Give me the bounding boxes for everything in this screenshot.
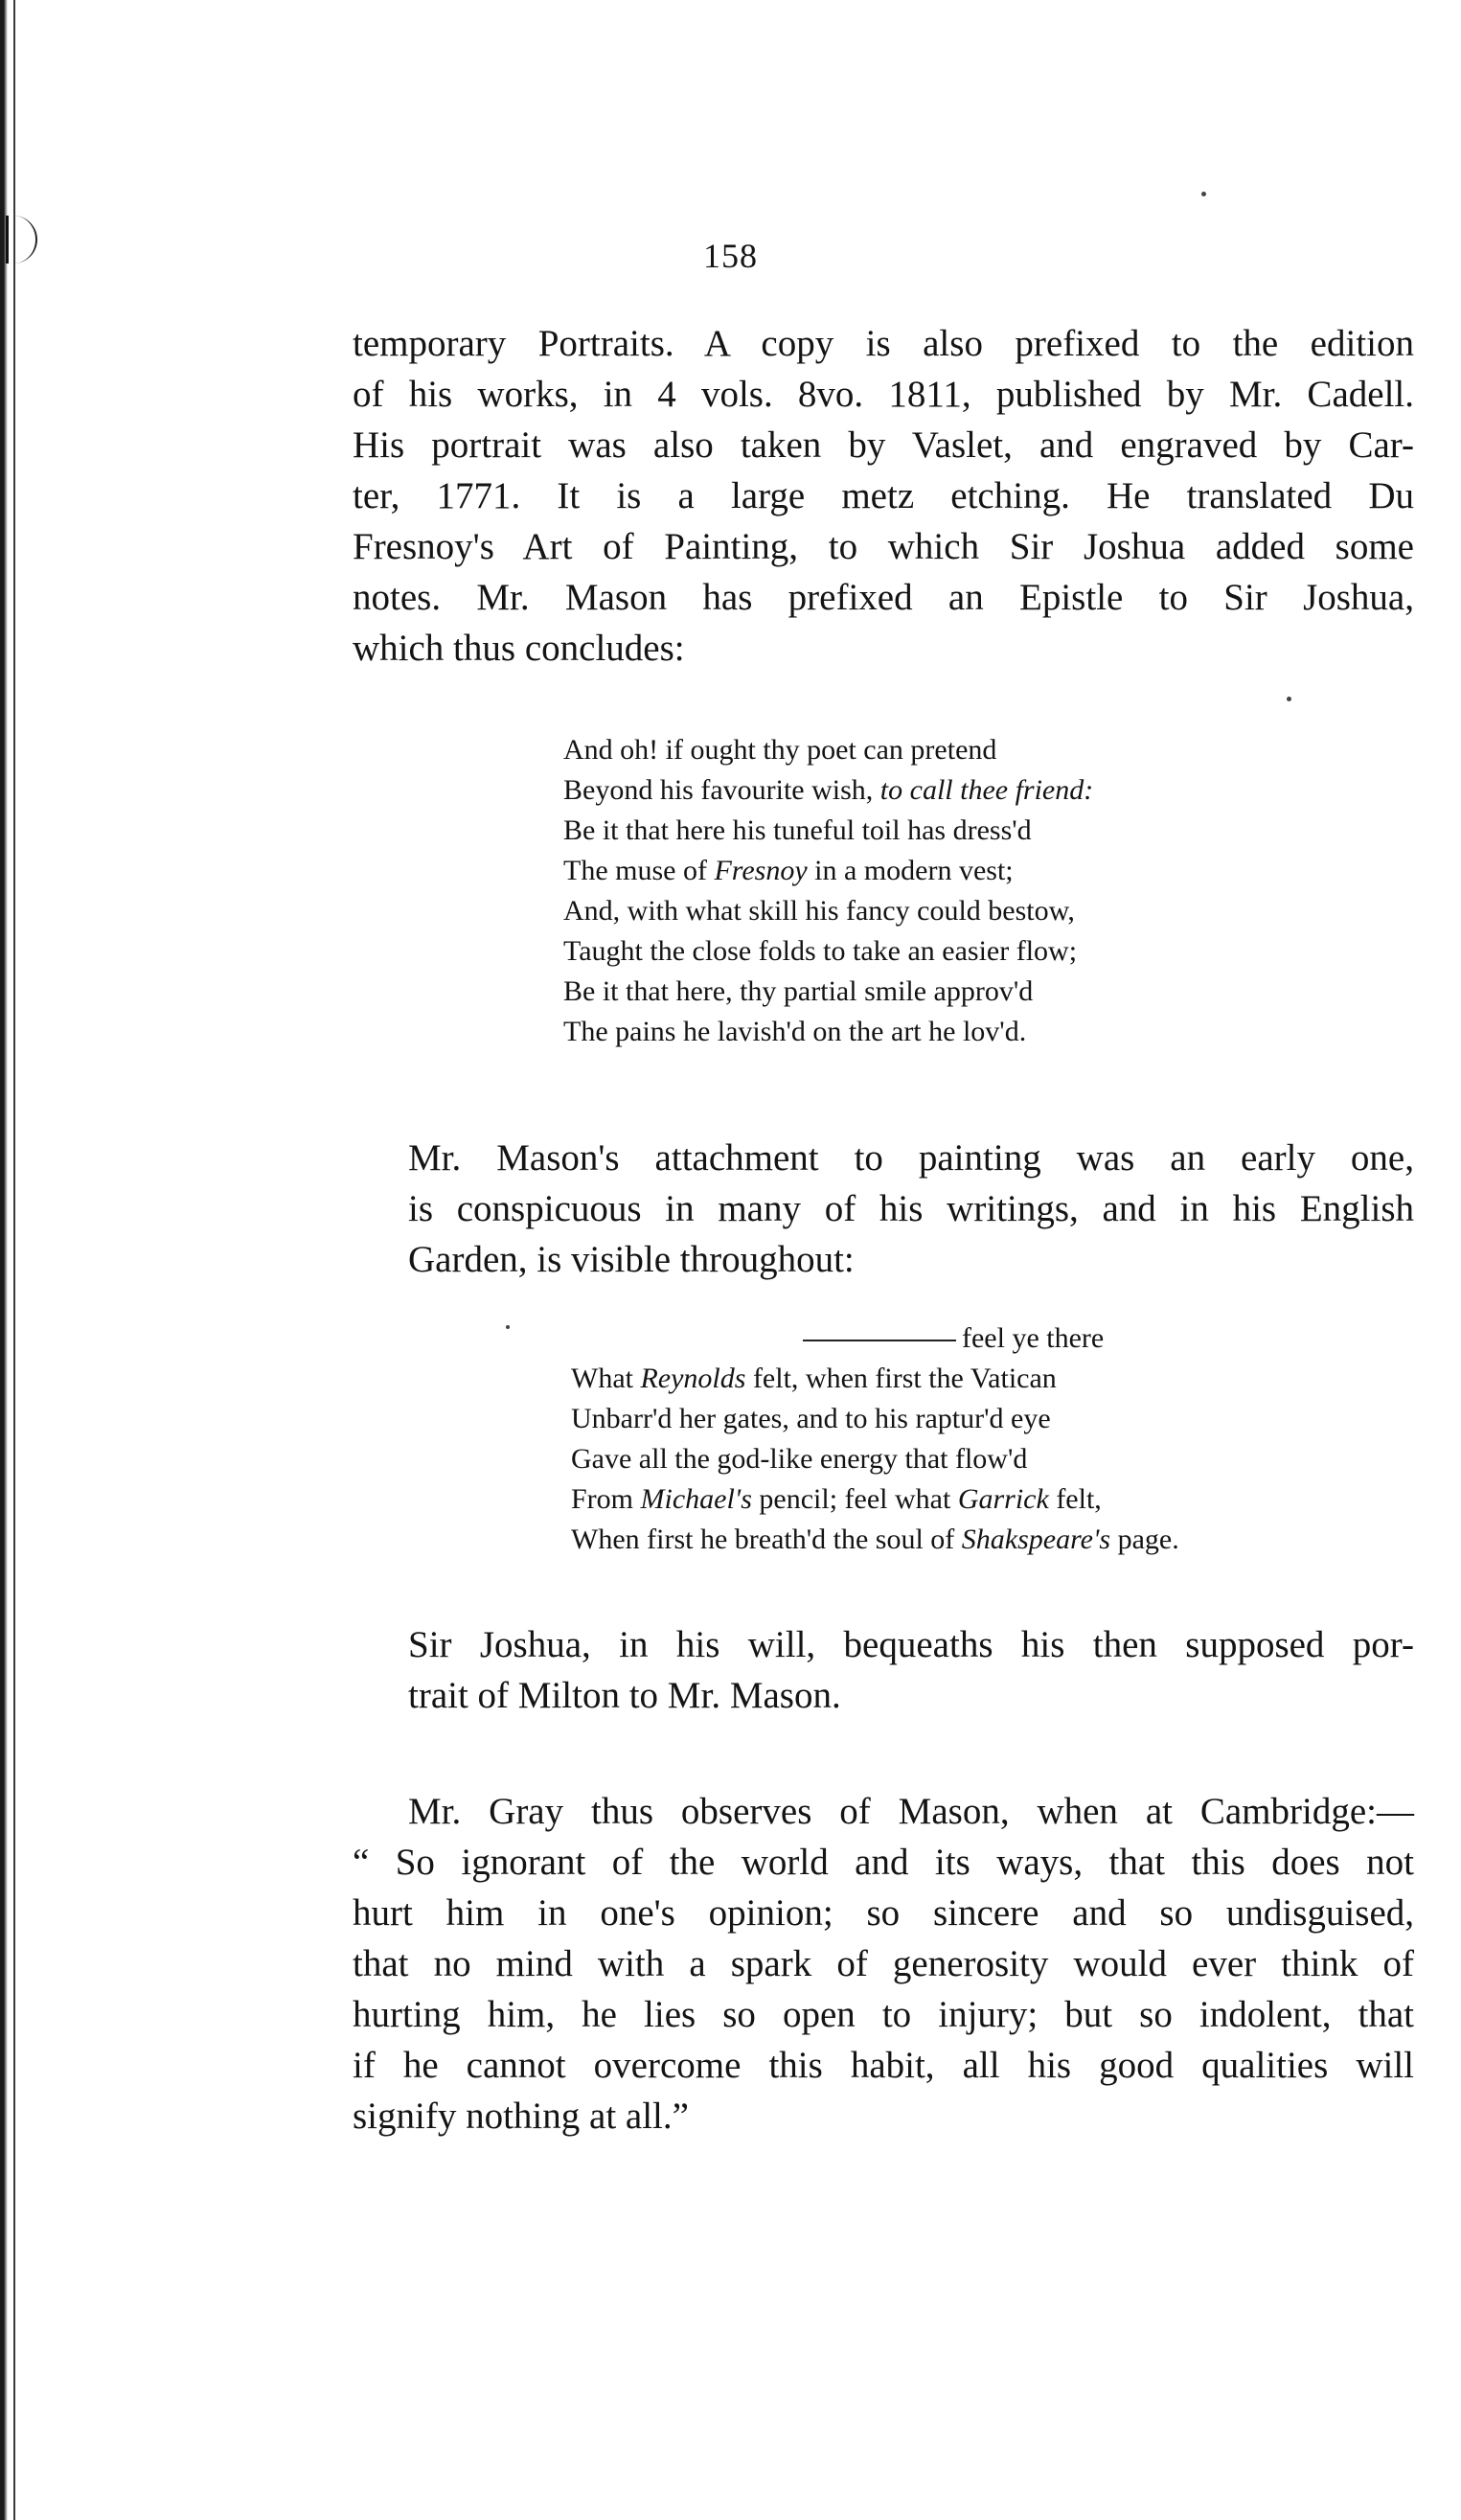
- ink-speck: [1287, 697, 1291, 701]
- paragraph-gray-quote: [353, 1786, 1414, 2142]
- verse-text: in a modern vest;: [807, 855, 1014, 886]
- text-line: temporary Portraits. A copy is also prefixed to the edition: [353, 323, 1414, 364]
- verse-epistle: [563, 730, 1093, 1052]
- text-line: Mr. Gray thus observes of Mason, when at Cambridge:—: [408, 1791, 1414, 1832]
- verse-english-garden: [571, 1318, 1179, 1560]
- text-line: is conspicuous in many of his writings, and in his English: [408, 1188, 1414, 1229]
- text-line: if he cannot overcome this habit, all his good qualities will: [353, 2045, 1414, 2086]
- verse-text: feel ye there: [962, 1322, 1105, 1354]
- verse-line: Unbarr'd her gates, and to his raptur'd eye: [571, 1403, 1051, 1434]
- paragraph-portraits: [353, 318, 1414, 674]
- verse-text: felt, when first the Vatican: [745, 1363, 1057, 1394]
- text-line: ter, 1771. It is a large metz etching. He translated Du: [353, 475, 1414, 516]
- verse-text: Beyond his favourite wish,: [563, 774, 880, 806]
- page-binding-edge: [0, 0, 15, 2520]
- text-line: hurting him, he lies so open to injury; but so indolent, that: [353, 1994, 1414, 2035]
- verse-line: [571, 1520, 1179, 1560]
- verse-text: felt,: [1048, 1483, 1102, 1515]
- verse-line: Be it that here, thy partial smile approv'd: [563, 975, 1034, 1007]
- verse-line: [571, 1359, 1179, 1399]
- text-line: Mr. Mason's attachment to painting was an early one,: [408, 1137, 1414, 1179]
- paragraph-will: [353, 1619, 1414, 1721]
- text-line: “ So ignorant of the world and its ways, that this does not: [353, 1842, 1414, 1883]
- verse-italic: Michael's: [640, 1483, 752, 1515]
- verse-italic: Garrick: [957, 1483, 1049, 1515]
- verse-line: Gave all the god-like energy that flow'd: [571, 1443, 1028, 1475]
- text-line: notes. Mr. Mason has prefixed an Epistle to Sir Joshua,: [353, 577, 1414, 618]
- verse-text: page.: [1110, 1523, 1179, 1555]
- text-line: that no mind with a spark of generosity would ever think of: [353, 1943, 1414, 1984]
- verse-italic: to call thee friend:: [879, 774, 1094, 806]
- verse-line: And oh! if ought thy poet can pretend: [563, 734, 997, 766]
- text-line: His portrait was also taken by Vaslet, and engraved by Car-: [353, 424, 1414, 466]
- text-line: signify nothing at all.”: [353, 2096, 689, 2137]
- text-line: which thus concludes:: [353, 628, 685, 669]
- verse-italic: Shakspeare's: [961, 1523, 1111, 1555]
- verse-line: Taught the close folds to take an easier flow;: [563, 935, 1078, 967]
- verse-line: [563, 770, 1093, 811]
- verse-text: pencil; feel what: [751, 1483, 958, 1515]
- verse-line: The pains he lavish'd on the art he lov'd.: [563, 1016, 1027, 1047]
- text-line: of his works, in 4 vols. 8vo. 1811, published by Mr. Cadell.: [353, 374, 1414, 415]
- ink-speck: [1201, 192, 1206, 196]
- page-number: 158: [703, 237, 758, 275]
- ink-speck: [506, 1325, 510, 1329]
- verse-line: Be it that here his tuneful toil has dress'd: [563, 814, 1032, 846]
- text-line: Sir Joshua, in his will, bequeaths his then supposed por-: [408, 1624, 1414, 1665]
- verse-line: [571, 1479, 1179, 1520]
- verse-text: When first he breath'd the soul of: [571, 1523, 962, 1555]
- verse-text: The muse of: [563, 855, 715, 886]
- text-line: Fresnoy's Art of Painting, to which Sir Joshua added some: [353, 526, 1414, 567]
- verse-line: [571, 1318, 1179, 1359]
- verse-italic: Fresnoy: [714, 855, 808, 886]
- paragraph-attachment: [353, 1133, 1414, 1285]
- verse-text: From: [571, 1483, 641, 1515]
- text-line: hurt him in one's opinion; so sincere and so undisguised,: [353, 1892, 1414, 1934]
- verse-dash: [803, 1340, 956, 1341]
- verse-text: What: [571, 1363, 641, 1394]
- verse-line: [563, 851, 1093, 891]
- verse-line: And, with what skill his fancy could bestow,: [563, 895, 1075, 927]
- text-line: trait of Milton to Mr. Mason.: [408, 1675, 841, 1716]
- text-line: Garden, is visible throughout:: [408, 1239, 855, 1280]
- verse-italic: Reynolds: [640, 1363, 746, 1394]
